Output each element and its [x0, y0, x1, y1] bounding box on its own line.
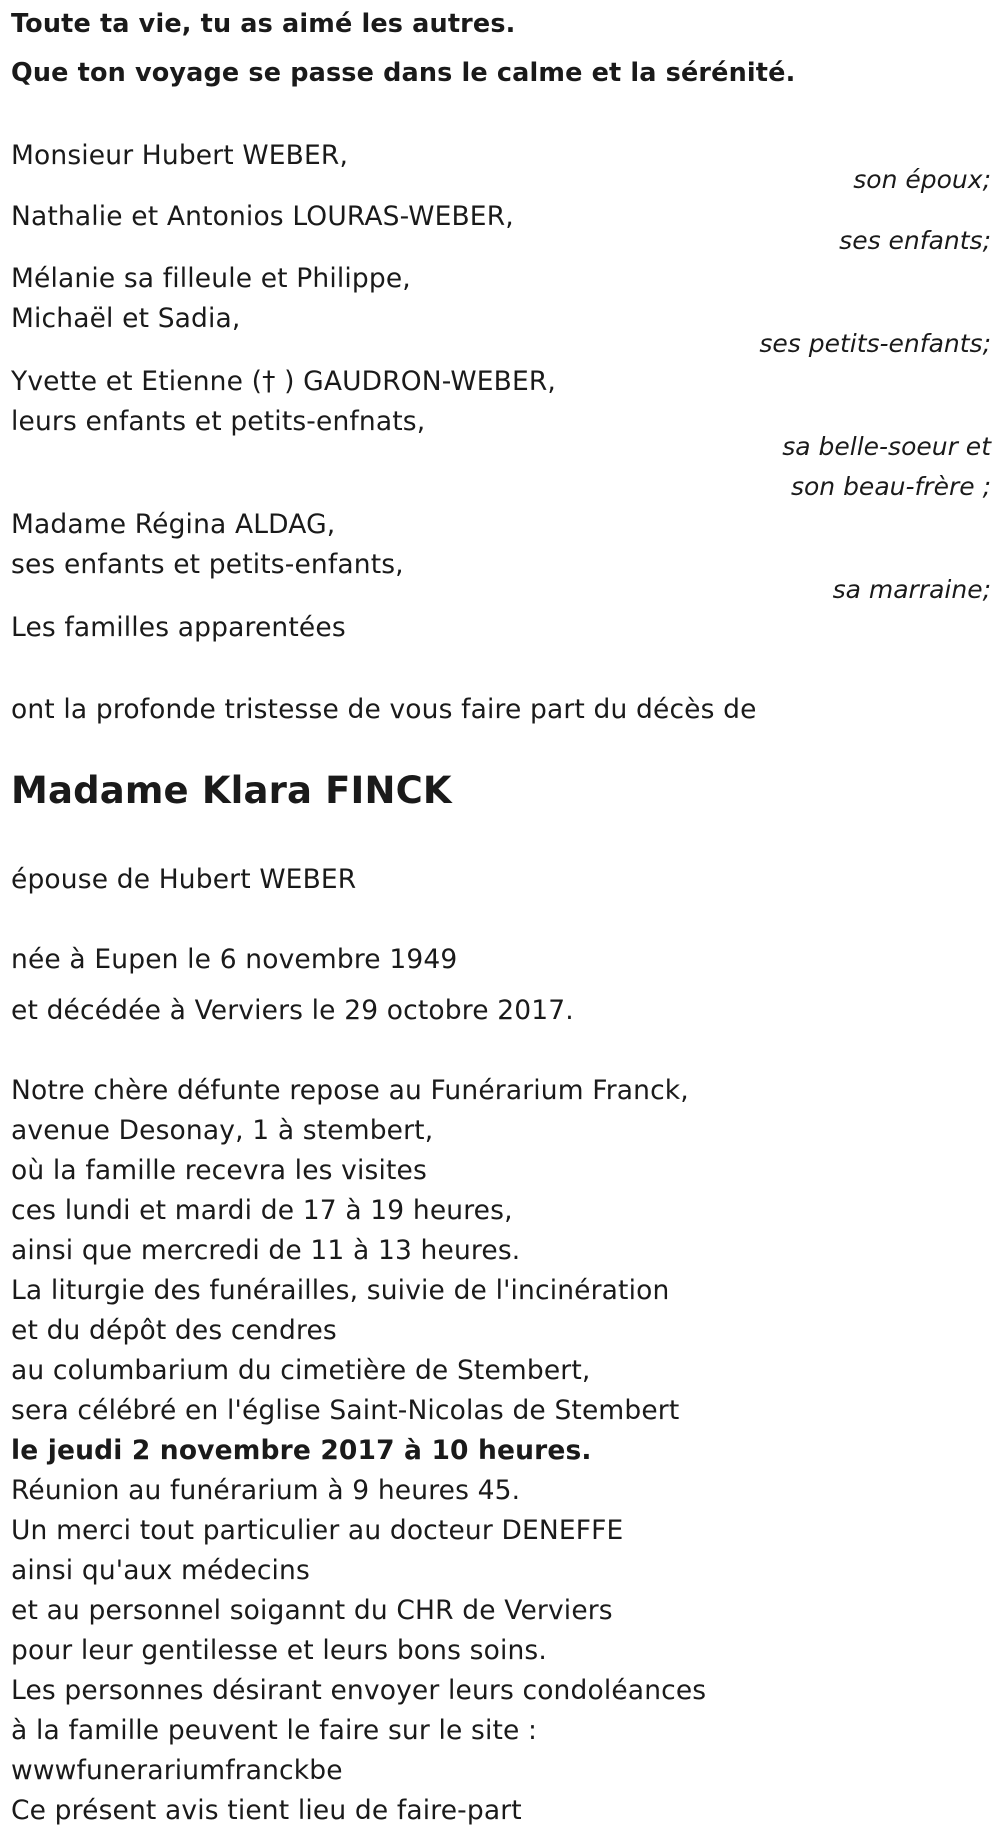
- intro-line: Que ton voyage se passe dans le calme et la sérénité.: [11, 58, 796, 88]
- family-line: Mélanie sa filleule et Philippe,: [11, 263, 411, 294]
- detail-line: Réunion au funérarium à 9 heures 45.: [11, 1475, 521, 1506]
- detail-line: pour leur gentilesse et leurs bons soins.: [11, 1635, 547, 1666]
- death-line: et décédée à Verviers le 29 octobre 2017.: [11, 995, 574, 1026]
- family-line: Monsieur Hubert WEBER,: [11, 140, 349, 171]
- family-role: ses petits-enfants;: [759, 329, 991, 358]
- detail-line: où la famille recevra les visites: [11, 1155, 427, 1186]
- detail-line: Ce présent avis tient lieu de faire-part: [11, 1795, 522, 1826]
- family-role: son beau-frère ;: [790, 472, 991, 501]
- detail-line: ces lundi et mardi de 17 à 19 heures,: [11, 1195, 513, 1226]
- announcement: ont la profonde tristesse de vous faire part du décès de: [11, 694, 757, 725]
- detail-line: et au personnel soigannt du CHR de Verviers: [11, 1595, 613, 1626]
- family-line: Nathalie et Antonios LOURAS-WEBER,: [11, 201, 514, 232]
- detail-line: au columbarium du cimetière de Stembert,: [11, 1355, 591, 1386]
- family-role: son époux;: [853, 165, 991, 194]
- family-role: sa belle-soeur et: [782, 432, 991, 461]
- detail-line: ainsi qu'aux médecins: [11, 1555, 310, 1586]
- family-line: ses enfants et petits-enfants,: [11, 549, 404, 580]
- family-line: Madame Régina ALDAG,: [11, 509, 336, 540]
- family-role: ses enfants;: [839, 226, 991, 255]
- detail-line: La liturgie des funérailles, suivie de l'incinération: [11, 1275, 670, 1306]
- family-line: Les familles apparentées: [11, 612, 346, 643]
- family-role: sa marraine;: [832, 575, 991, 604]
- website-text: wwwfunerariumfranckbe: [11, 1755, 343, 1786]
- detail-line: Un merci tout particulier au docteur DENEFFE: [11, 1515, 624, 1546]
- deceased-name: Madame Klara FINCK: [11, 769, 452, 812]
- detail-line: Notre chère défunte repose au Funérarium Franck,: [11, 1075, 689, 1106]
- detail-line: avenue Desonay, 1 à stembert,: [11, 1115, 434, 1146]
- family-line: Michaël et Sadia,: [11, 303, 241, 334]
- birth-line: née à Eupen le 6 novembre 1949: [11, 944, 458, 975]
- detail-line: Les personnes désirant envoyer leurs condoléances: [11, 1675, 707, 1706]
- detail-line: ainsi que mercredi de 11 à 13 heures.: [11, 1235, 521, 1266]
- detail-line: à la famille peuvent le faire sur le site :: [11, 1715, 538, 1746]
- family-line: Yvette et Etienne († ) GAUDRON-WEBER,: [11, 366, 556, 397]
- intro-line: Toute ta vie, tu as aimé les autres.: [11, 9, 516, 39]
- spouse-line: épouse de Hubert WEBER: [11, 864, 357, 895]
- family-line: leurs enfants et petits-enfnats,: [11, 406, 426, 437]
- ceremony-date: le jeudi 2 novembre 2017 à 10 heures.: [11, 1435, 592, 1466]
- detail-line: sera célébré en l'église Saint-Nicolas de Stembert: [11, 1395, 680, 1426]
- detail-line: et du dépôt des cendres: [11, 1315, 337, 1346]
